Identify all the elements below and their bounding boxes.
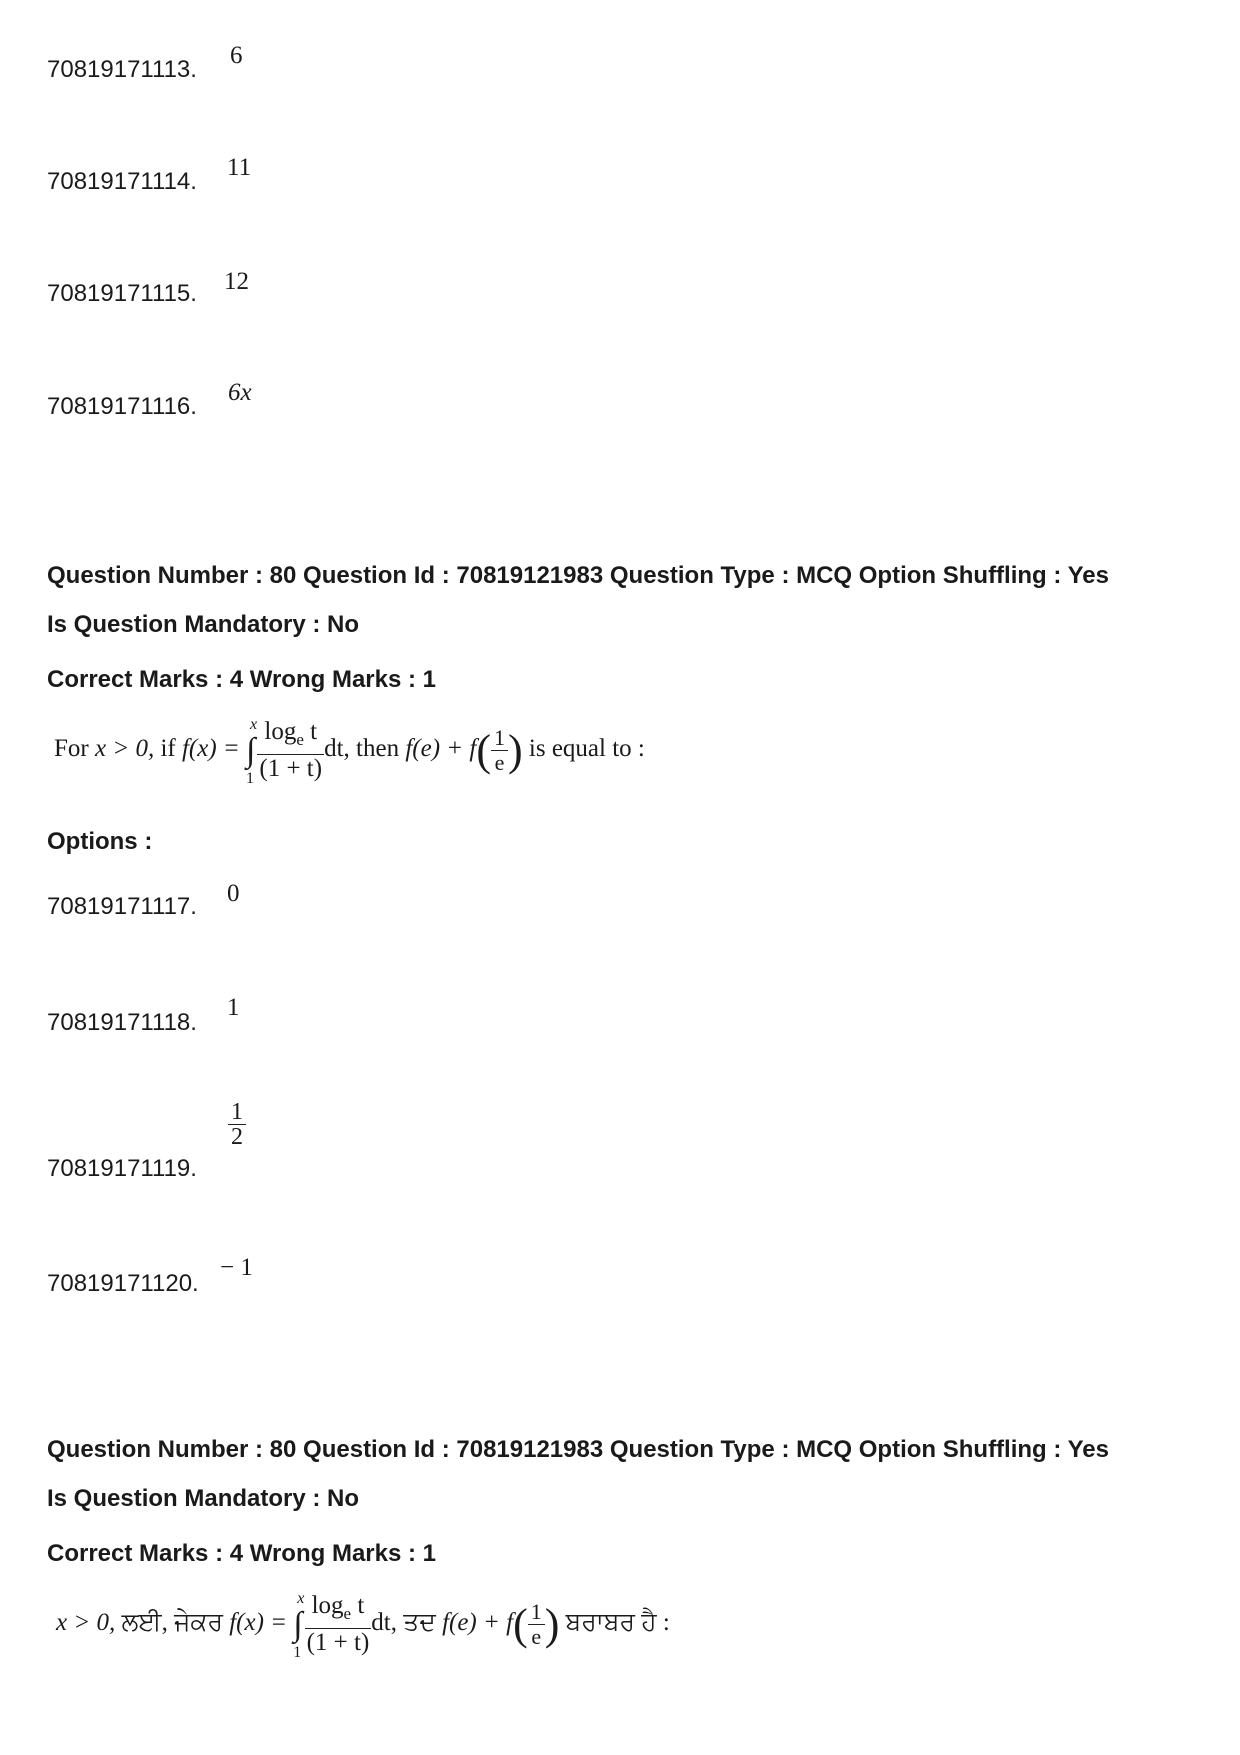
dt: dt, bbox=[324, 735, 350, 763]
question-then: then bbox=[356, 735, 400, 763]
question-text: x > 0, ਲਈ, ਜੇਕਰ f(x) = ∫ x 1 $\frac{\log_e t}{(1 + t)}$ dt, ਤਦ f(e) + f( $\frac{1}{e}$ ) ਬਰਾਬਰ ਹੈ : bbox=[56, 1589, 670, 1661]
integrand-numerator: $\log_e t$ bbox=[305, 1592, 372, 1629]
option-id: 70819171114. bbox=[47, 168, 197, 195]
integrand-fraction bbox=[257, 718, 324, 783]
option-id: 70819171118. bbox=[47, 1009, 197, 1036]
question-suffix: is equal to : bbox=[528, 735, 645, 763]
integral-upper-limit: x bbox=[297, 1589, 305, 1607]
integrand-fraction bbox=[305, 1592, 372, 1657]
question-then: ਤਦ bbox=[403, 1609, 436, 1637]
integrand-numerator: $\log_e t$ bbox=[257, 718, 324, 755]
option-id: 70819171115. bbox=[47, 280, 197, 307]
integral-icon: ∫ x 1 bbox=[293, 1589, 305, 1661]
question-mandatory: Is Question Mandatory : No bbox=[47, 611, 360, 638]
option-id: 70819171120. bbox=[47, 1270, 199, 1297]
question-if: if bbox=[160, 735, 176, 763]
question-suffix: ਬਰਾਬਰ ਹੈ : bbox=[565, 1609, 670, 1637]
question-header: Question Number : 80 Question Id : 70819121983 Question Type : MCQ Option Shuffling : Yes bbox=[47, 562, 1109, 589]
option-value: 0 bbox=[227, 880, 240, 907]
integral-lower-limit: 1 bbox=[293, 1643, 302, 1661]
question-prefix: For bbox=[54, 735, 89, 763]
function-fx: f(x) = bbox=[181, 735, 240, 763]
option-id: 70819171117. bbox=[47, 893, 197, 920]
integral-upper-limit: x bbox=[250, 715, 258, 733]
option-value: − 1 bbox=[220, 1254, 253, 1281]
expression-fe: f(e) + f bbox=[405, 735, 477, 763]
question-marks: Correct Marks : 4 Wrong Marks : 1 bbox=[47, 666, 437, 693]
option-value: 12 bbox=[224, 268, 249, 295]
option-value: 6x bbox=[228, 379, 252, 406]
function-fx: f(x) = bbox=[229, 1609, 288, 1637]
question-header: Question Number : 80 Question Id : 70819121983 Question Type : MCQ Option Shuffling : Yes bbox=[47, 1436, 1109, 1463]
question-prefix: ਲਈ, ਜੇਕਰ bbox=[121, 1609, 223, 1637]
option-value: 11 bbox=[227, 154, 252, 181]
integrand-denominator: (1 + t) bbox=[259, 755, 323, 782]
integral-lower-limit: 1 bbox=[246, 769, 255, 787]
dt: dt, bbox=[371, 1609, 397, 1637]
condition-x: x > 0, bbox=[56, 1609, 116, 1637]
one-over-e-fraction: $\frac{1}{e}$ bbox=[491, 726, 508, 775]
option-value: 1 bbox=[227, 994, 240, 1021]
question-mandatory: Is Question Mandatory : No bbox=[47, 1485, 360, 1512]
expression-fe: f(e) + f bbox=[442, 1609, 514, 1637]
option-id: 70819171116. bbox=[47, 393, 197, 420]
integrand-denominator: (1 + t) bbox=[306, 1629, 370, 1656]
condition-x: x > 0, bbox=[94, 735, 155, 763]
question-text: For x > 0, if f(x) = ∫ x 1 $\frac{\log_e t}{(1 + t)}$ dt, then f(e) + f( $\frac{1}{e}$ ) is equal to : bbox=[54, 715, 645, 787]
option-id: 70819171113. bbox=[47, 56, 197, 83]
options-label: Options : bbox=[47, 828, 153, 855]
question-marks: Correct Marks : 4 Wrong Marks : 1 bbox=[47, 1540, 437, 1567]
option-value-fraction: $\frac{1}{2}$ bbox=[228, 1100, 246, 1149]
option-id: 70819171119. bbox=[47, 1155, 197, 1182]
one-over-e-fraction: $\frac{1}{e}$ bbox=[528, 1600, 545, 1649]
integral-icon: ∫ x 1 bbox=[246, 715, 258, 787]
option-value: 6 bbox=[230, 42, 243, 69]
